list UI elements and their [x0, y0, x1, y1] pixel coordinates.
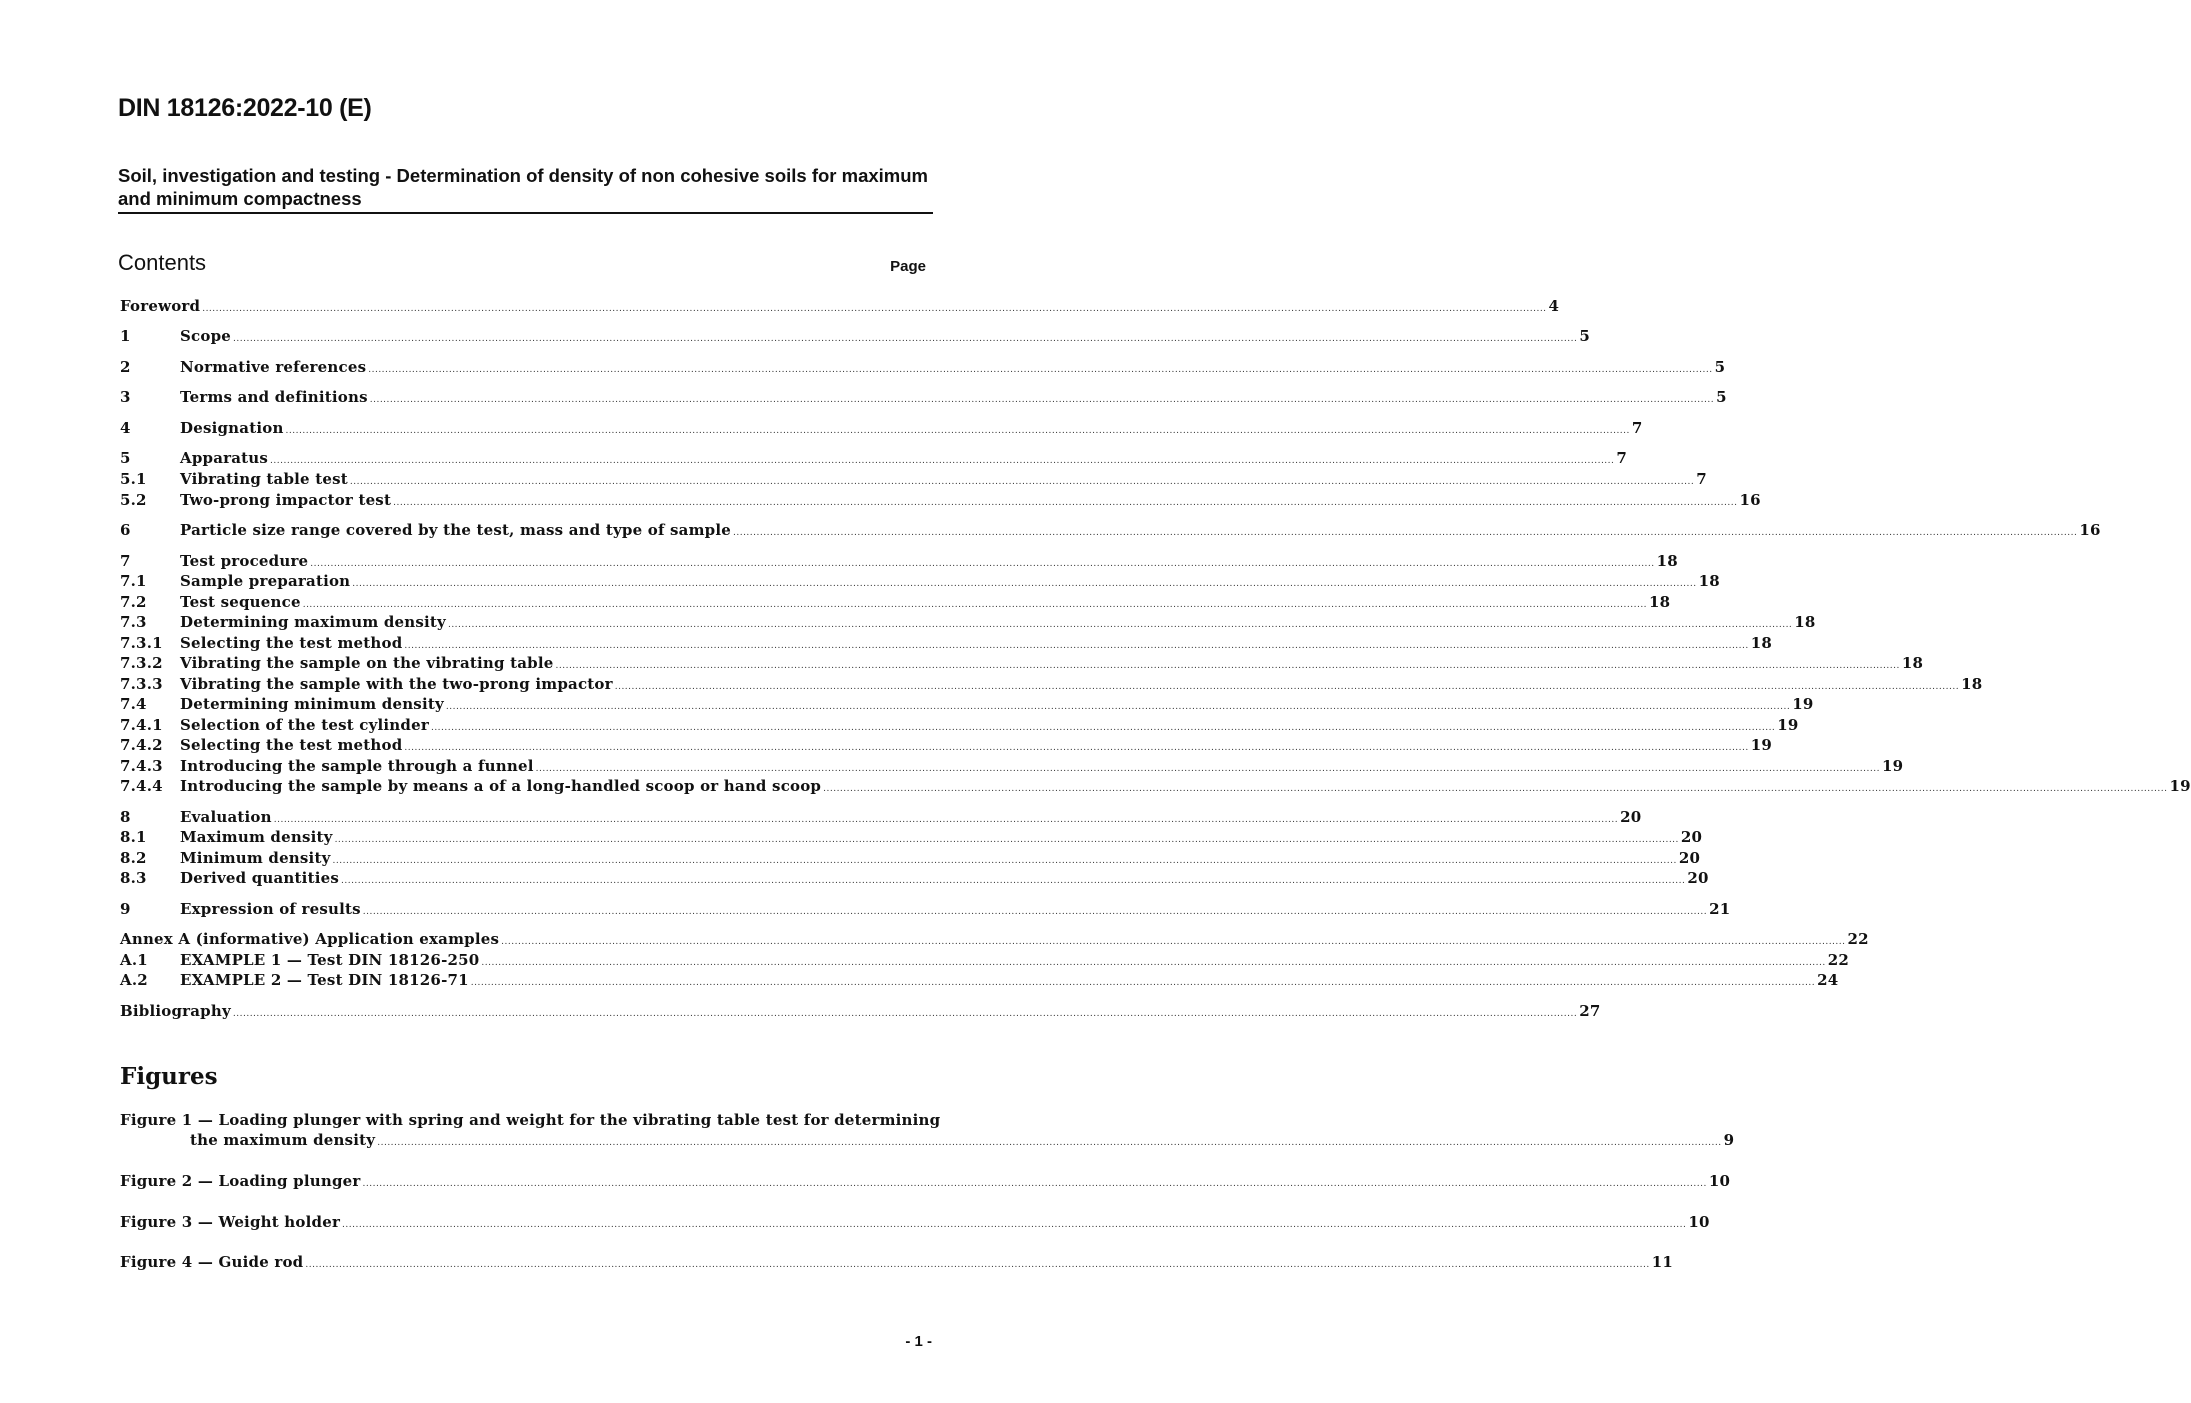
- leader-dots: ................................................................................................................................................................................................................................................................................................................................................................................................................: [501, 937, 1846, 947]
- toc-page-number: 19: [1792, 695, 1814, 713]
- leader-dots: ................................................................................................................................................................................................................................................................................................................................................................................................................: [430, 723, 1776, 733]
- toc-section-number: 7.3.3: [120, 675, 163, 693]
- leader-dots: ................................................................................................................................................................................................................................................................................................................................................................................................................: [334, 835, 1679, 845]
- toc-section-number: 5: [120, 449, 131, 467]
- toc-entry[interactable]: [120, 757, 1904, 777]
- toc-section-title: Designation: [180, 419, 284, 437]
- toc-page-number: 18: [1698, 572, 1720, 590]
- toc-section-title: Introducing the sample through a funnel: [180, 757, 534, 775]
- leader-dots: ................................................................................................................................................................................................................................................................................................................................................................................................................: [342, 1220, 1687, 1230]
- toc-section-number: 7.4.4: [120, 777, 163, 795]
- toc-section-number: 8.3: [120, 869, 147, 887]
- toc-page-number: 20: [1620, 808, 1642, 826]
- toc-page-number: 20: [1680, 828, 1703, 846]
- leader-dots: ................................................................................................................................................................................................................................................................................................................................................................................................................: [445, 702, 1791, 712]
- toc-entry[interactable]: [120, 470, 1707, 490]
- toc-section-number: 6: [120, 521, 131, 539]
- toc-section-number: 7.2: [120, 593, 147, 611]
- toc-section-title: Introducing the sample by means a of a long-handled scoop or hand scoop: [180, 777, 822, 795]
- document-id: DIN 18126:2022-10 (E): [118, 94, 372, 122]
- toc-section-title: EXAMPLE 2 — Test DIN 18126-71: [180, 971, 469, 989]
- toc-section-title: Sample preparation: [180, 572, 351, 590]
- figure-page-number: 10: [1688, 1213, 1710, 1231]
- leader-dots: ................................................................................................................................................................................................................................................................................................................................................................................................................: [352, 579, 1697, 589]
- toc-page-number: 19: [1881, 757, 1904, 775]
- figure-page-number: 9: [1723, 1131, 1735, 1149]
- figure-title: Figure 2 — Loading plunger: [120, 1172, 361, 1190]
- toc-section-number: 3: [120, 388, 131, 406]
- figure-title: Figure 1 — Loading plunger with spring and weight for the vibrating table test for determining: [120, 1111, 941, 1129]
- toc-section-title: Selecting the test method: [180, 736, 403, 754]
- toc-section-number: 7.3.1: [120, 634, 163, 652]
- toc-entry[interactable]: [120, 358, 1726, 378]
- toc-section-title: Annex A (informative) Application examples: [120, 930, 500, 948]
- toc-entry[interactable]: [120, 971, 1839, 991]
- toc-section-title: Scope: [180, 327, 232, 345]
- toc-section-number: 8: [120, 808, 131, 826]
- leader-dots: ................................................................................................................................................................................................................................................................................................................................................................................................................: [404, 743, 1749, 753]
- toc-page-number: 21: [1709, 900, 1731, 918]
- toc-section-number: 4: [120, 419, 131, 437]
- toc-section-title: Minimum density: [180, 849, 331, 867]
- toc-page-number: 5: [1714, 358, 1726, 376]
- leader-dots: ................................................................................................................................................................................................................................................................................................................................................................................................................: [332, 856, 1677, 866]
- toc-page-number: 19: [1750, 736, 1773, 754]
- toc-page-number: 7: [1616, 449, 1628, 467]
- toc-section-number: 7: [120, 552, 131, 570]
- toc-section-title: Evaluation: [180, 808, 272, 826]
- toc-section-title: Test sequence: [180, 593, 301, 611]
- leader-dots: ................................................................................................................................................................................................................................................................................................................................................................................................................: [285, 426, 1630, 436]
- toc-page-number: 22: [1827, 951, 1850, 969]
- leader-dots: ................................................................................................................................................................................................................................................................................................................................................................................................................: [823, 784, 2168, 794]
- leader-dots: ................................................................................................................................................................................................................................................................................................................................................................................................................: [233, 334, 1578, 344]
- toc-page-number: 4: [1548, 297, 1560, 315]
- figure-title: Figure 4 — Guide rod: [120, 1253, 304, 1271]
- leader-dots: ................................................................................................................................................................................................................................................................................................................................................................................................................: [369, 395, 1715, 405]
- toc-page-number: 18: [1794, 613, 1816, 631]
- toc-section-title: Vibrating the sample on the vibrating table: [180, 654, 554, 672]
- figure-entry-2[interactable]: [120, 1172, 1731, 1192]
- toc-section-number: 7.4.3: [120, 757, 163, 775]
- toc-page-number: 16: [1739, 491, 1761, 509]
- toc-entry[interactable]: [120, 777, 2191, 797]
- leader-dots: ................................................................................................................................................................................................................................................................................................................................................................................................................: [470, 978, 1816, 988]
- toc-entry[interactable]: [120, 449, 1628, 469]
- leader-dots: ................................................................................................................................................................................................................................................................................................................................................................................................................: [732, 528, 2078, 538]
- figure-entry-4[interactable]: [120, 1253, 1673, 1273]
- toc-section-title: Derived quantities: [180, 869, 339, 887]
- toc-section-title: Expression of results: [180, 900, 361, 918]
- toc-page-number: 7: [1696, 470, 1707, 488]
- toc-entry[interactable]: [120, 808, 1642, 828]
- toc-entry[interactable]: [120, 297, 1560, 317]
- toc-page-number: 19: [1777, 716, 1799, 734]
- toc-page-number: 27: [1579, 1002, 1601, 1020]
- toc-entry[interactable]: [120, 695, 1814, 715]
- toc-page-number: 16: [2079, 521, 2101, 539]
- toc-section-number: 5.2: [120, 491, 147, 509]
- toc-entry[interactable]: [120, 930, 1869, 950]
- toc-section-title: Terms and definitions: [180, 388, 368, 406]
- toc-entry[interactable]: [120, 572, 1720, 592]
- toc-page-number: 18: [1649, 593, 1671, 611]
- toc-page-number: 19: [2169, 777, 2191, 795]
- figure-title: Figure 3 — Weight holder: [120, 1213, 341, 1231]
- toc-section-number: 1: [120, 327, 131, 345]
- toc-page-number: 18: [1901, 654, 1924, 672]
- leader-dots: ................................................................................................................................................................................................................................................................................................................................................................................................................: [270, 456, 1615, 466]
- leader-dots: ................................................................................................................................................................................................................................................................................................................................................................................................................: [273, 815, 1619, 825]
- figure-page-number: 11: [1651, 1253, 1673, 1271]
- toc-section-number: 7.4.2: [120, 736, 163, 754]
- leader-dots: ................................................................................................................................................................................................................................................................................................................................................................................................................: [310, 559, 1655, 569]
- toc-entry[interactable]: [120, 1002, 1601, 1022]
- leader-dots: ................................................................................................................................................................................................................................................................................................................................................................................................................: [481, 958, 1826, 968]
- toc-section-title: Maximum density: [180, 828, 333, 846]
- figure-entry-3[interactable]: [120, 1213, 1710, 1233]
- toc-entry[interactable]: [120, 849, 1701, 869]
- toc-page-number: 20: [1678, 849, 1701, 867]
- toc-entry[interactable]: [120, 552, 1678, 572]
- toc-section-number: 8.1: [120, 828, 147, 846]
- toc-page-number: 24: [1817, 971, 1839, 989]
- page-number-footer: - 1 -: [905, 1333, 932, 1350]
- toc-section-title: Foreword: [120, 297, 201, 315]
- toc-page-number: 18: [1961, 675, 1983, 693]
- toc-section-number: 7.3: [120, 613, 147, 631]
- toc-entry[interactable]: [120, 900, 1731, 920]
- toc-section-title: Selection of the test cylinder: [180, 716, 429, 734]
- toc-page-number: 20: [1687, 869, 1709, 887]
- toc-section-number: 8.2: [120, 849, 147, 867]
- leader-dots: ................................................................................................................................................................................................................................................................................................................................................................................................................: [377, 1138, 1722, 1148]
- toc-entry[interactable]: [120, 593, 1671, 613]
- toc-section-number: 7.3.2: [120, 654, 163, 672]
- leader-dots: ................................................................................................................................................................................................................................................................................................................................................................................................................: [614, 682, 1960, 692]
- toc-entry[interactable]: [120, 828, 1703, 848]
- toc-entry[interactable]: [120, 951, 1850, 971]
- toc-entry[interactable]: [120, 634, 1773, 654]
- figure-title-continued: the maximum density: [190, 1131, 376, 1149]
- figure-entry-1[interactable]: [120, 1111, 1735, 1151]
- leader-dots: ................................................................................................................................................................................................................................................................................................................................................................................................................: [302, 600, 1648, 610]
- toc-section-title: Test procedure: [180, 552, 309, 570]
- leader-dots: ................................................................................................................................................................................................................................................................................................................................................................................................................: [202, 304, 1547, 314]
- leader-dots: ................................................................................................................................................................................................................................................................................................................................................................................................................: [305, 1260, 1650, 1270]
- toc-page-number: 18: [1656, 552, 1678, 570]
- toc-page-number: 22: [1847, 930, 1869, 948]
- toc-entry[interactable]: [120, 491, 1761, 511]
- toc-section-number: 7.1: [120, 572, 147, 590]
- toc-section-title: Selecting the test method: [180, 634, 403, 652]
- toc-entry[interactable]: [120, 869, 1709, 889]
- leader-dots: ................................................................................................................................................................................................................................................................................................................................................................................................................: [535, 764, 1880, 774]
- toc-section-title: Two-prong impactor test: [180, 491, 392, 509]
- document-title: Soil, investigation and testing - Determination of density of non cohesive soils for maximum and minimum compactness: [118, 164, 933, 214]
- toc-entry[interactable]: [120, 327, 1590, 347]
- toc-entry[interactable]: [120, 521, 2101, 541]
- toc-entry[interactable]: [120, 736, 1773, 756]
- leader-dots: ................................................................................................................................................................................................................................................................................................................................................................................................................: [555, 661, 1900, 671]
- figure-page-number: 10: [1708, 1172, 1731, 1190]
- toc-section-title: Vibrating table test: [180, 470, 348, 488]
- toc-section-title: Normative references: [180, 358, 367, 376]
- leader-dots: ................................................................................................................................................................................................................................................................................................................................................................................................................: [362, 1179, 1707, 1189]
- toc-section-title: Apparatus: [180, 449, 269, 467]
- toc-section-number: 7.4.1: [120, 716, 163, 734]
- leader-dots: ................................................................................................................................................................................................................................................................................................................................................................................................................: [340, 876, 1686, 886]
- toc-entry[interactable]: [120, 388, 1727, 408]
- leader-dots: ................................................................................................................................................................................................................................................................................................................................................................................................................: [393, 498, 1738, 508]
- leader-dots: ................................................................................................................................................................................................................................................................................................................................................................................................................: [349, 477, 1695, 487]
- leader-dots: ................................................................................................................................................................................................................................................................................................................................................................................................................: [232, 1009, 1578, 1019]
- toc-section-number: A.1: [120, 951, 148, 969]
- toc-section-title: EXAMPLE 1 — Test DIN 18126-250: [180, 951, 480, 969]
- toc-section-title: Particle size range covered by the test, mass and type of sample: [180, 521, 731, 539]
- page-column-heading: Page: [890, 258, 926, 275]
- toc-page-number: 5: [1716, 388, 1727, 406]
- figures-heading: Figures: [120, 1063, 218, 1090]
- leader-dots: ................................................................................................................................................................................................................................................................................................................................................................................................................: [447, 620, 1793, 630]
- toc-section-number: 9: [120, 900, 131, 918]
- contents-heading: Contents: [118, 250, 207, 275]
- toc-section-number: A.2: [120, 971, 148, 989]
- leader-dots: ................................................................................................................................................................................................................................................................................................................................................................................................................: [368, 365, 1713, 375]
- toc-section-number: 2: [120, 358, 131, 376]
- toc-entry[interactable]: [120, 675, 1983, 695]
- toc-section-title: Bibliography: [120, 1002, 231, 1020]
- toc-section-title: Vibrating the sample with the two-prong impactor: [180, 675, 613, 693]
- toc-section-number: 7.4: [120, 695, 147, 713]
- toc-section-number: 5.1: [120, 470, 147, 488]
- toc-entry[interactable]: [120, 654, 1924, 674]
- toc-entry[interactable]: [120, 716, 1799, 736]
- leader-dots: ................................................................................................................................................................................................................................................................................................................................................................................................................: [362, 907, 1708, 917]
- toc-page-number: 18: [1750, 634, 1773, 652]
- toc-section-title: Determining minimum density: [180, 695, 444, 713]
- toc-page-number: 7: [1631, 419, 1643, 437]
- toc-entry[interactable]: [120, 419, 1643, 439]
- toc-section-title: Determining maximum density: [180, 613, 446, 631]
- toc-page-number: 5: [1579, 327, 1590, 345]
- toc-entry[interactable]: [120, 613, 1816, 633]
- leader-dots: ................................................................................................................................................................................................................................................................................................................................................................................................................: [404, 641, 1749, 651]
